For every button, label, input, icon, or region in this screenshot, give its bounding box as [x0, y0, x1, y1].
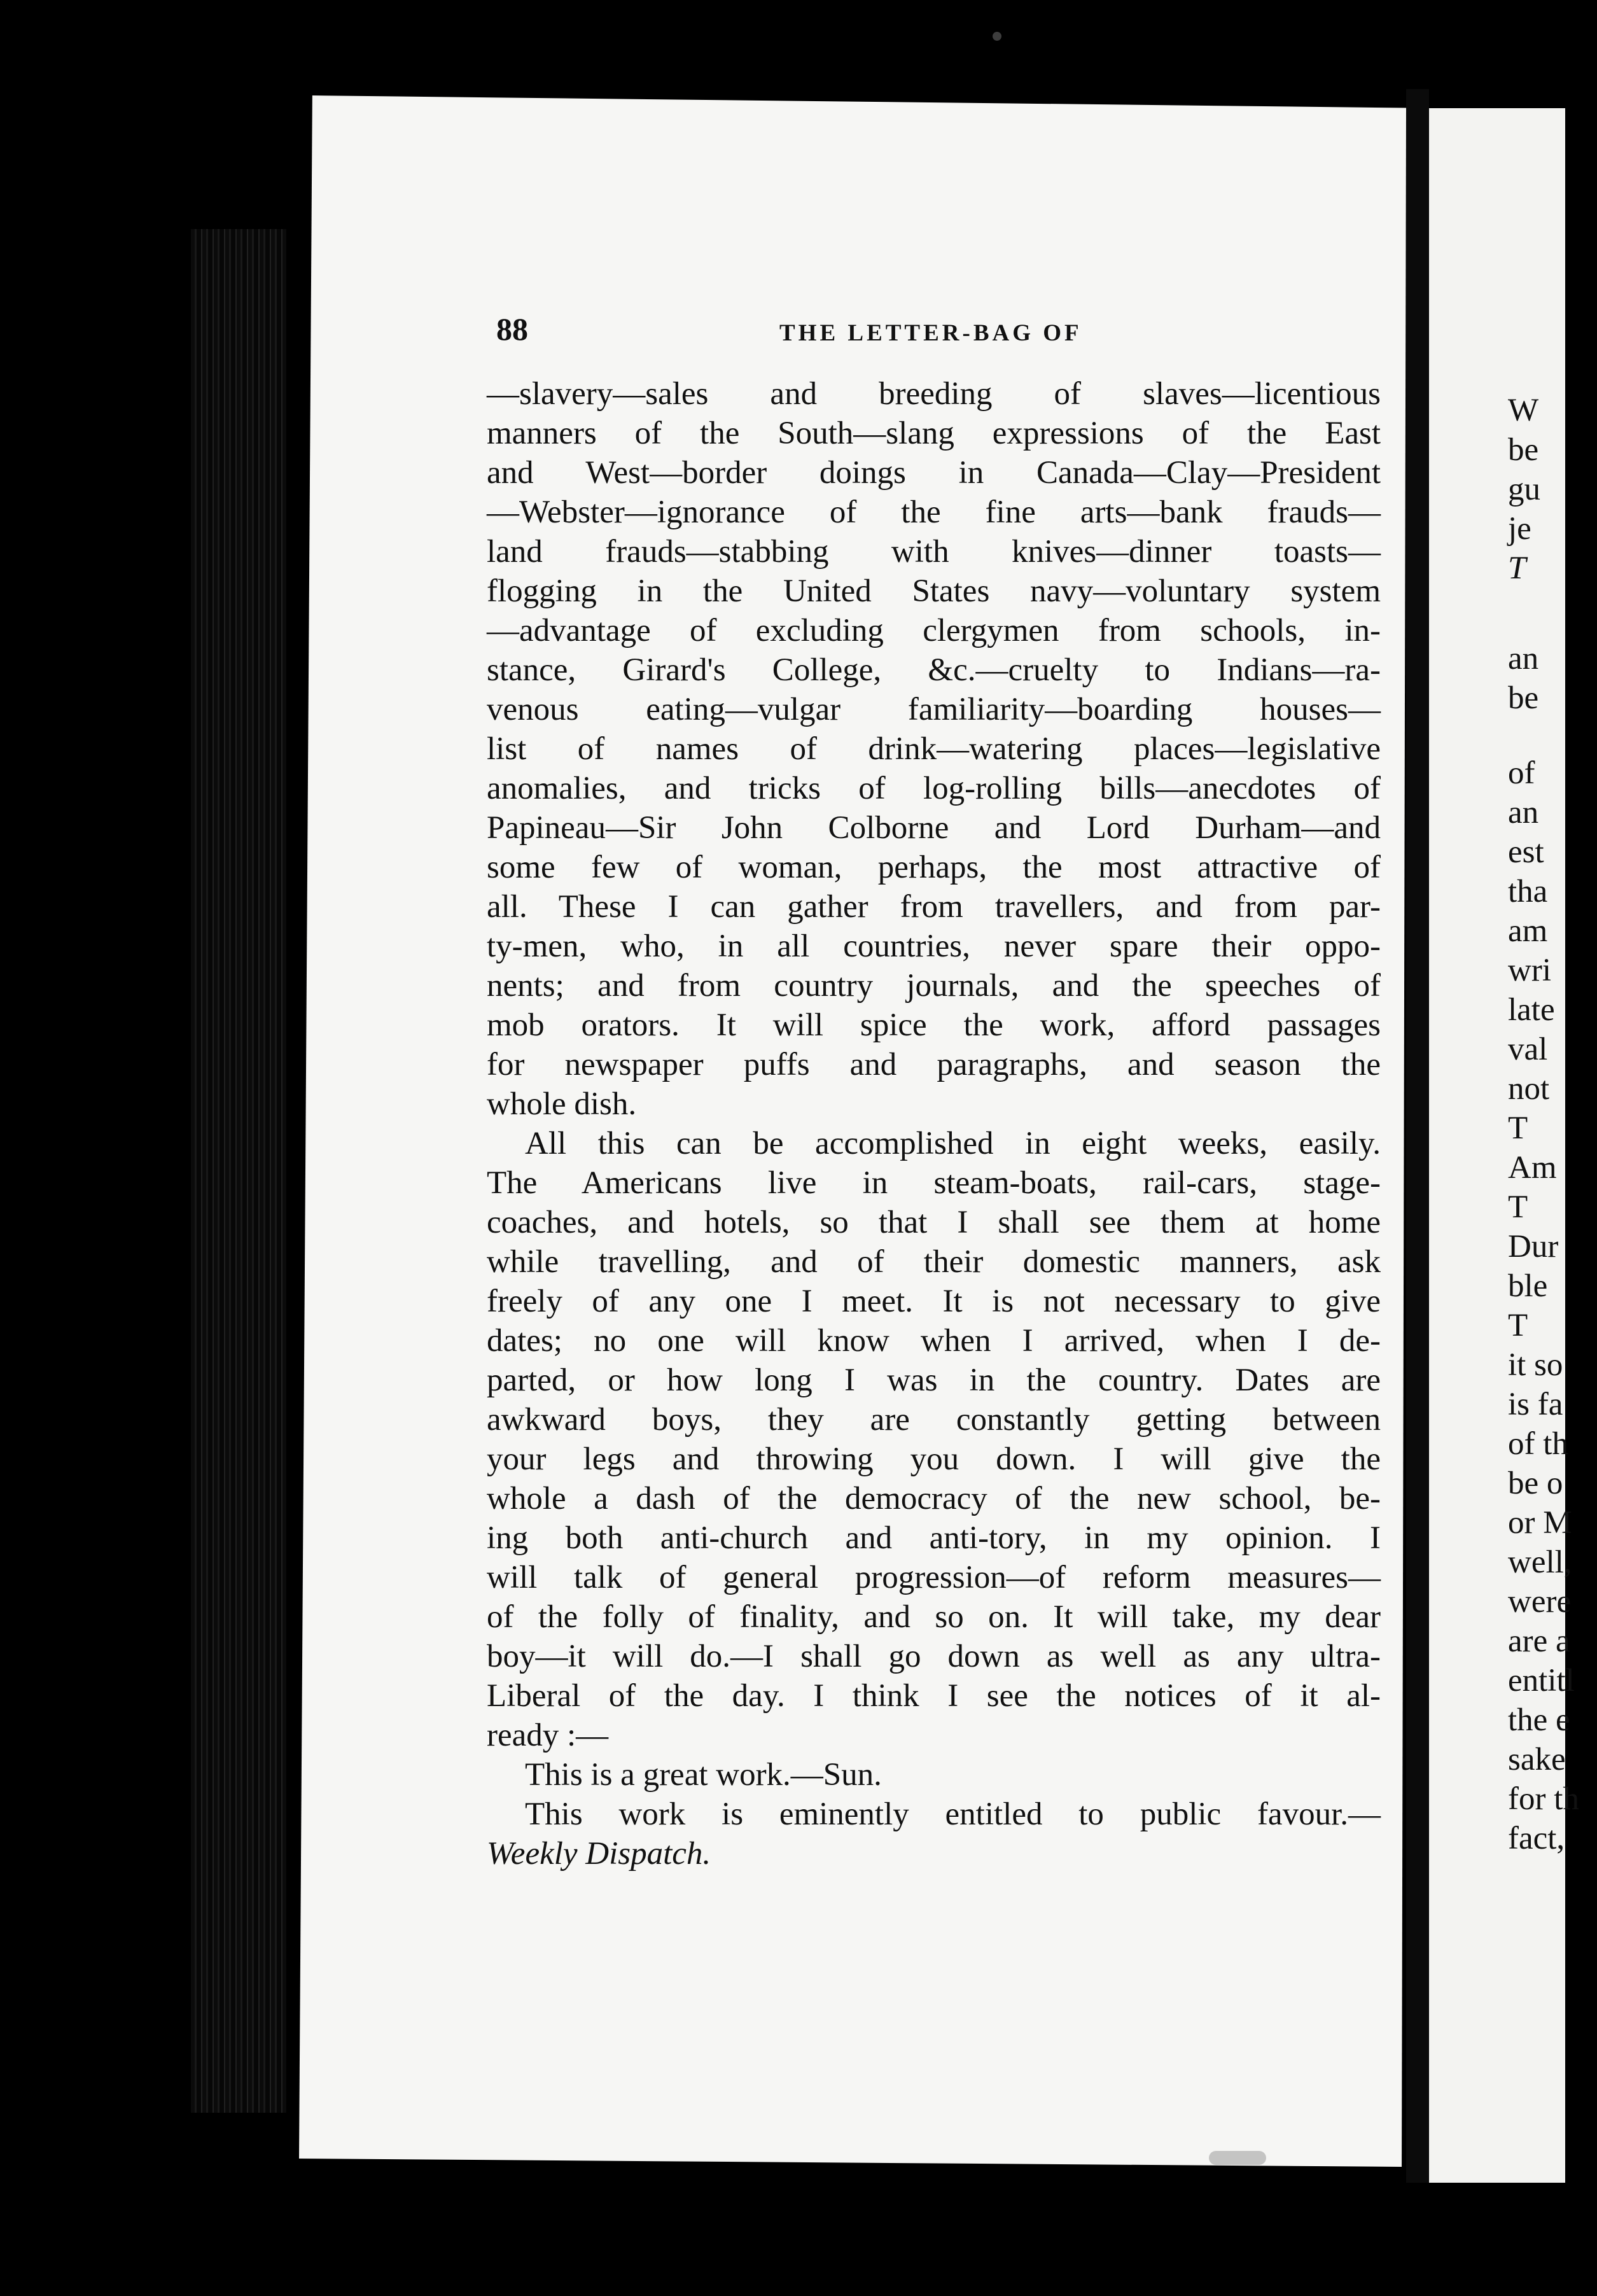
text-line: some few of woman, perhaps, the most attractive of [487, 850, 1381, 885]
running-head: THE LETTER-BAG OF [779, 320, 1082, 346]
text-line: will talk of general progression—of reform measures— [487, 1560, 1381, 1595]
body-text [487, 374, 1381, 1873]
right-page-fragment: tha [1508, 874, 1548, 909]
text-line: Liberal of the day. I think I see the notices of it al- [487, 1678, 1381, 1714]
right-page-fragment: am [1508, 913, 1548, 949]
text-line: coaches, and hotels, so that I shall see them at home [487, 1205, 1381, 1240]
right-page-fragment: Am [1508, 1150, 1557, 1186]
right-page-fragment: ble [1508, 1268, 1548, 1304]
right-page-fragment: be [1508, 432, 1539, 468]
right-page-fragment: is fa [1508, 1387, 1563, 1422]
text-line: flogging in the United States navy—voluntary system [487, 573, 1381, 609]
text-line: freely of any one I meet. It is not necessary to give [487, 1284, 1381, 1319]
text-line: —slavery—sales and breeding of slaves—licentious [487, 376, 1381, 412]
right-page-fragment: T [1508, 1110, 1528, 1146]
text-line: of the folly of finality, and so on. It will take, my dear [487, 1599, 1381, 1635]
right-page-fragment: of th [1508, 1426, 1568, 1462]
page-number: 88 [496, 311, 528, 347]
text-line: mob orators. It will spice the work, afford passages [487, 1007, 1381, 1043]
text-line: ty-men, who, in all countries, never spare their oppo- [487, 928, 1381, 964]
right-page-fragment: of [1508, 755, 1535, 791]
text-line: awkward boys, they are constantly getting between [487, 1402, 1381, 1438]
text-line: all. These I can gather from travellers, and from par- [487, 889, 1381, 925]
right-page-fragment: wri [1508, 953, 1551, 988]
right-page-fragment: late [1508, 992, 1555, 1028]
text-line: All this can be accomplished in eight weeks, easily. [525, 1126, 1381, 1161]
text-line: anomalies, and tricks of log-rolling bills—anecdotes of [487, 771, 1381, 806]
text-line: This work is eminently entitled to public favour.— [525, 1796, 1381, 1832]
text-line: parted, or how long I was in the country. Dates are [487, 1362, 1381, 1398]
text-line: stance, Girard's College, &c.—cruelty to Indians—ra- [487, 652, 1381, 688]
right-page-fragment: T [1508, 1308, 1528, 1343]
right-page-fragment: T [1508, 1189, 1528, 1225]
text-line: boy—it will do.—I shall go down as well as any ultra- [487, 1639, 1381, 1674]
right-page-fragment: sake [1508, 1742, 1566, 1777]
right-page-fragment: not [1508, 1071, 1550, 1107]
text-line: Weekly Dispatch. [487, 1836, 711, 1872]
right-page-fragment: were [1508, 1584, 1572, 1620]
right-page-fragment: gu [1508, 472, 1540, 507]
text-line: nents; and from country journals, and the speeches of [487, 968, 1381, 1004]
right-page-fragment: fact, [1508, 1821, 1565, 1856]
page-gutter [1406, 89, 1429, 2183]
right-page-fragment: the e [1508, 1702, 1570, 1738]
text-line: The Americans live in steam-boats, rail-cars, stage- [487, 1165, 1381, 1201]
right-page-fragment: an [1508, 795, 1539, 830]
right-page-fragment: or M [1508, 1505, 1572, 1541]
right-page-fragment: an [1508, 641, 1539, 676]
text-line: whole a dash of the democracy of the new school, be- [487, 1481, 1381, 1516]
right-page-fragment: Dur [1508, 1229, 1559, 1264]
book-spine-edge [191, 229, 286, 2113]
text-line: list of names of drink—watering places—legislative [487, 731, 1381, 767]
right-page-fragment: est [1508, 834, 1544, 870]
right-page-fragment: it so [1508, 1347, 1563, 1383]
text-line: ready :— [487, 1718, 609, 1753]
text-line: your legs and throwing you down. I will give the [487, 1441, 1381, 1477]
text-line: and West—border doings in Canada—Clay—President [487, 455, 1381, 491]
right-page-fragment: be o [1508, 1466, 1563, 1501]
text-line: Papineau—Sir John Colborne and Lord Durham—and [487, 810, 1381, 846]
text-line: ing both anti-church and anti-tory, in my opinion. I [487, 1520, 1381, 1556]
right-page-fragment: be [1508, 680, 1539, 716]
text-line: manners of the South—slang expressions of the East [487, 416, 1381, 451]
scan-speck [1209, 2151, 1266, 2165]
text-line: venous eating—vulgar familiarity—boarding houses— [487, 692, 1381, 727]
right-page-fragment: W [1508, 393, 1539, 428]
right-page-fragment: well, [1508, 1544, 1572, 1580]
text-line: while travelling, and of their domestic manners, ask [487, 1244, 1381, 1280]
text-line: This is a great work.—Sun. [525, 1757, 882, 1793]
right-page-fragment: for th [1508, 1781, 1579, 1817]
right-page-fragment: T [1508, 550, 1526, 586]
text-line: dates; no one will know when I arrived, when I de- [487, 1323, 1381, 1359]
text-line: —Webster—ignorance of the fine arts—bank frauds— [487, 494, 1381, 530]
text-line: whole dish. [487, 1086, 637, 1122]
text-line: —advantage of excluding clergymen from schools, in- [487, 613, 1381, 648]
text-line: for newspaper puffs and paragraphs, and season the [487, 1047, 1381, 1082]
text-line: land frauds—stabbing with knives—dinner toasts— [487, 534, 1381, 570]
page-header [496, 311, 1400, 349]
right-page-fragment: are a [1508, 1623, 1570, 1659]
right-page-fragment: val [1508, 1032, 1548, 1067]
right-page-fragment: entitl [1508, 1663, 1575, 1698]
scan-speck [993, 32, 1001, 41]
right-page-fragment: je [1508, 511, 1531, 547]
